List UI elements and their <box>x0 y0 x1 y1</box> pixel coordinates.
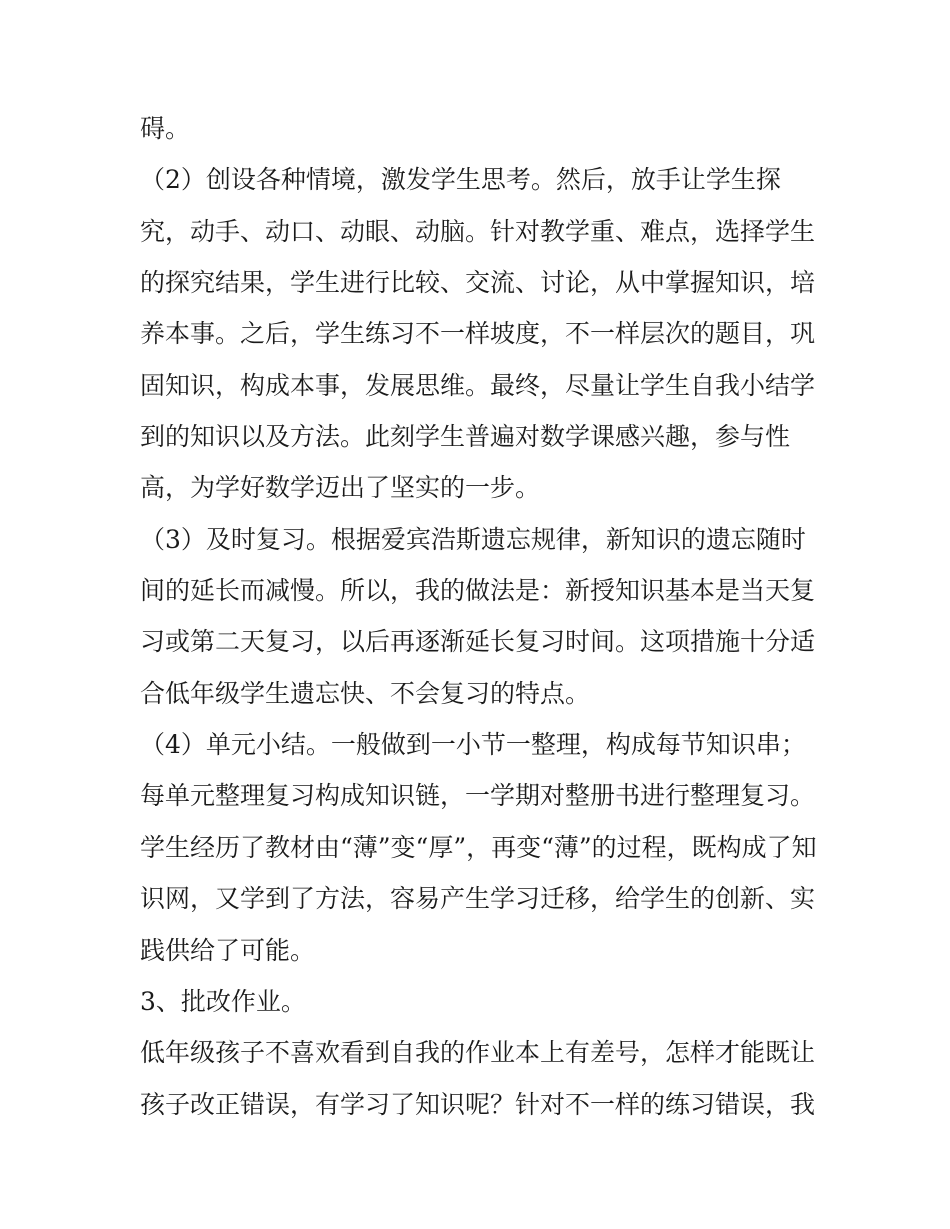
text-line: 识网，又学到了方法，容易产生学习迁移，给学生的创新、实 <box>140 884 816 914</box>
text-line: 高，为学好数学迈出了坚实的一步。 <box>140 473 541 503</box>
text-line: 孩子改正错误，有学习了知识呢？针对不一样的练习错误，我 <box>140 1089 816 1119</box>
text-line: 的探究结果，学生进行比较、交流、讨论，从中掌握知识，培 <box>140 268 816 298</box>
text-line: 到的知识以及方法。此刻学生普遍对数学课感兴趣，参与性 <box>140 422 791 452</box>
text-line: 间的延长而减慢。所以，我的做法是：新授知识基本是当天复 <box>140 576 816 606</box>
text-line: （2）创设各种情境，激发学生思考。然后，放手让学生探 <box>140 165 781 195</box>
text-line: 低年级孩子不喜欢看到自我的作业本上有差号，怎样才能既让 <box>140 1038 816 1068</box>
text-line: 习或第二天复习，以后再逐渐延长复习时间。这项措施十分适 <box>140 627 816 657</box>
text-line: （4）单元小结。一般做到一小节一整理，构成每节知识串； <box>140 730 806 760</box>
text-line: （3）及时复习。根据爱宾浩斯遗忘规律，新知识的遗忘随时 <box>140 524 806 554</box>
text-line: 养本事。之后，学生练习不一样坡度，不一样层次的题目，巩 <box>140 319 816 349</box>
document-body <box>140 103 820 1130</box>
text-line: 学生经历了教材由“薄”变“厚”，再变“薄”的过程，既构成了知 <box>140 832 817 862</box>
text-line: 碍。 <box>140 114 191 143</box>
text-line: 践供给了可能。 <box>140 935 316 965</box>
text-line: 每单元整理复习构成知识链，一学期对整册书进行整理复习。 <box>140 781 816 811</box>
text-line: 合低年级学生遗忘快、不会复习的特点。 <box>140 678 591 708</box>
text-line: 固知识，构成本事，发展思维。最终，尽量让学生自我小结学 <box>140 370 816 400</box>
text-line: 究，动手、动口、动眼、动脑。针对教学重、难点，选择学生 <box>140 216 816 246</box>
section-heading: 3、批改作业。 <box>140 986 306 1016</box>
